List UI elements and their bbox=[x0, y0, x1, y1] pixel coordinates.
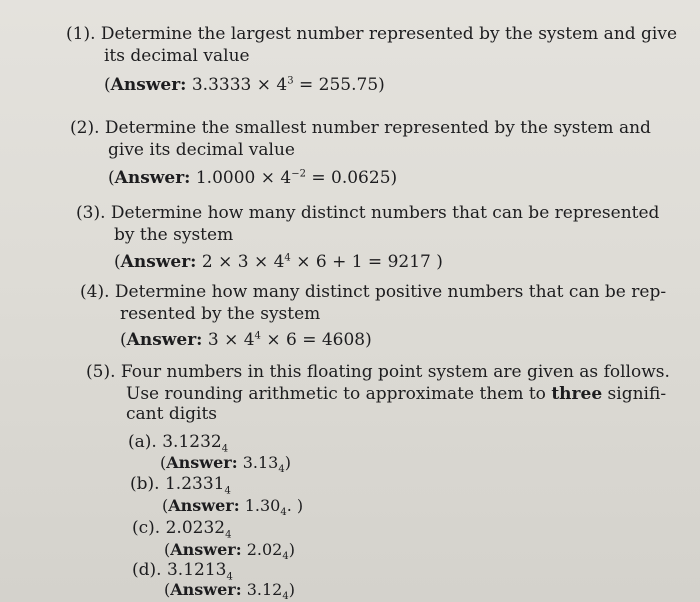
item-text: Four numbers in this floating point system are given as follows. bbox=[120, 362, 670, 382]
subitem-c-answer: (Answer: $2.02_4$) bbox=[164, 540, 295, 563]
item-5-line-2: Use rounding arithmetic to approximate them to three signifi- bbox=[126, 384, 667, 404]
item-1-answer: (Answer: $3.3333 \times 4^3 = 255.75$) bbox=[104, 75, 385, 95]
answer-label: Answer: bbox=[170, 580, 242, 599]
item-4-line-1 bbox=[80, 282, 666, 302]
answer-label: Answer: bbox=[166, 453, 238, 472]
item-number: (5). bbox=[86, 362, 116, 382]
item-1-line-2: its decimal value bbox=[104, 46, 250, 66]
answer-label: Answer: bbox=[168, 496, 240, 515]
answer-label: Answer: bbox=[114, 168, 191, 188]
answer-label: Answer: bbox=[126, 330, 203, 350]
item-3-line-2: by the system bbox=[114, 225, 234, 245]
item-5-line-1 bbox=[86, 362, 670, 382]
subitem-b-answer: (Answer: $1.30_4$. ) bbox=[162, 496, 304, 519]
item-2-answer: (Answer: $1.0000 \times 4^{-2} = 0.0625$) bbox=[108, 168, 398, 188]
item-2-line-2: give its decimal value bbox=[108, 140, 295, 160]
item-4-line-2: resented by the system bbox=[120, 304, 321, 324]
item-5-line-3: cant digits bbox=[126, 404, 218, 424]
answer-label: Answer: bbox=[170, 540, 242, 559]
item-text: Determine the smallest number represented by the system and bbox=[104, 118, 651, 138]
item-number: (2). bbox=[70, 118, 100, 138]
item-1-line-1 bbox=[66, 24, 677, 44]
item-number: (1). bbox=[66, 24, 96, 44]
item-number: (3). bbox=[76, 203, 106, 223]
subitem-d: (d). $3.1213_4$ bbox=[132, 560, 233, 583]
item-number: (4). bbox=[80, 282, 110, 302]
subitem-a-answer: (Answer: $3.13_4$) bbox=[160, 453, 291, 476]
item-text: Determine how many distinct numbers that can be represented bbox=[110, 203, 660, 223]
answer-label: Answer: bbox=[120, 252, 197, 272]
answer-label: Answer: bbox=[110, 75, 187, 95]
item-2-line-1 bbox=[70, 118, 651, 138]
subitem-c: (c). $2.0232_4$ bbox=[132, 518, 232, 541]
subitem-b: (b). $1.2331_4$ bbox=[130, 474, 231, 497]
item-3-answer: (Answer: $2 \times 3 \times 4^4 \times 6 + 1 = 9217$ ) bbox=[114, 252, 443, 272]
item-text: Determine how many distinct positive numbers that can be rep- bbox=[114, 282, 667, 302]
item-text: Determine the largest number represented by the system and give bbox=[100, 24, 678, 44]
subitem-d-answer: (Answer: $3.12_4$) bbox=[164, 580, 295, 602]
subitem-a: (a). $3.1232_4$ bbox=[128, 432, 229, 455]
item-4-answer: (Answer: $3 \times 4^4 \times 6 = 4608$) bbox=[120, 330, 372, 350]
item-3-line-1 bbox=[76, 203, 659, 223]
